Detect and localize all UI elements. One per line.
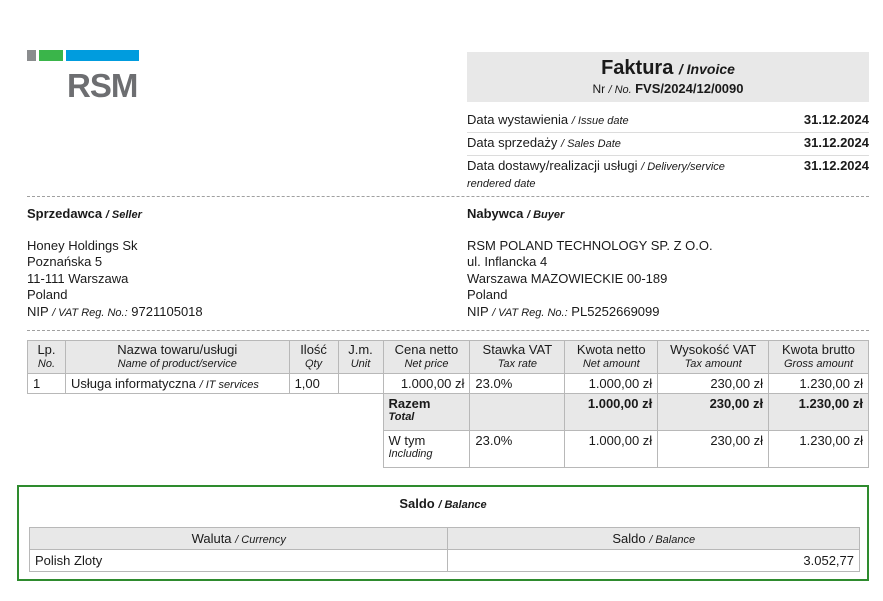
balance-col-currency xyxy=(30,528,448,550)
balance-header-row xyxy=(30,528,860,550)
item-tax-rate: 23.0% xyxy=(470,374,565,394)
col-gross-amount-pl: Kwota brutto xyxy=(782,342,856,357)
balance-amount: 3.052,77 xyxy=(448,550,860,572)
seller-nip-line xyxy=(27,304,417,322)
col-lp xyxy=(28,341,66,374)
item-unit xyxy=(338,374,383,394)
seller-nip-label-en: / VAT Reg. No.: xyxy=(52,306,128,319)
items-header-row xyxy=(28,341,869,374)
item-qty: 1,00 xyxy=(289,374,338,394)
total-gross-amount: 1.230,00 zł xyxy=(769,394,869,431)
buyer-city: Warszawa MAZOWIECKIE 00-189 xyxy=(467,270,668,286)
balance-col-currency-pl: Waluta xyxy=(191,531,232,546)
seller-title-en: / Seller xyxy=(105,209,142,221)
seller-block xyxy=(27,206,417,321)
invoice-title-pl: Faktura xyxy=(601,57,674,79)
seller-nip: 9721105018 xyxy=(131,303,203,319)
col-gross-amount xyxy=(769,341,869,374)
including-label-pl: W tym xyxy=(388,433,426,448)
buyer-title-pl: Nabywca xyxy=(467,206,524,221)
balance-section xyxy=(17,485,869,581)
col-lp-pl: Lp. xyxy=(37,342,56,357)
balance-col-balance-en: / Balance xyxy=(649,534,696,546)
issue-date-label-pl: Data wystawienia xyxy=(467,112,569,127)
balance-col-currency-en: / Currency xyxy=(235,534,286,546)
divider-middle xyxy=(27,330,869,331)
col-tax-rate-en: Tax rate xyxy=(497,358,538,370)
delivery-date-row xyxy=(467,156,869,195)
buyer-nip-line xyxy=(467,304,857,322)
issue-date-label-en: / Issue date xyxy=(571,115,629,127)
delivery-date-label-pl: Data dostawy/realizacji usługi xyxy=(467,158,638,173)
divider-top xyxy=(27,196,869,197)
col-lp-en: No. xyxy=(37,358,56,370)
col-name-en: Name of product/service xyxy=(117,358,237,370)
total-label xyxy=(383,394,470,431)
invoice-no-label-pl: Nr xyxy=(592,82,606,96)
buyer-country: Poland xyxy=(467,287,508,302)
item-row xyxy=(28,374,869,394)
col-gross-amount-en: Gross amount xyxy=(783,358,854,370)
col-tax-amount-en: Tax amount xyxy=(684,358,742,370)
including-tax-rate: 23.0% xyxy=(470,431,565,468)
items-table xyxy=(27,340,869,468)
sales-date-value: 31.12.2024 xyxy=(803,135,869,150)
invoice-header xyxy=(467,52,869,102)
buyer-name: RSM POLAND TECHNOLOGY SP. Z O.O. xyxy=(467,237,713,253)
sales-date-row xyxy=(467,133,869,156)
delivery-date-label-en: / Delivery/service rendered date xyxy=(467,161,725,190)
item-name xyxy=(65,374,289,394)
total-row-spacer xyxy=(28,394,384,431)
col-unit-pl: J.m. xyxy=(348,342,373,357)
total-row xyxy=(28,394,869,431)
seller-nip-label-pl: NIP xyxy=(27,303,49,319)
sales-date-label-pl: Data sprzedaży xyxy=(467,135,558,150)
seller-title xyxy=(27,206,417,224)
issue-date-row xyxy=(467,110,869,133)
col-qty-pl: Ilość xyxy=(300,342,327,357)
invoice-title-en: / Invoice xyxy=(678,61,735,77)
seller-city: 11-111 Warszawa xyxy=(27,270,129,286)
col-net-amount-en: Net amount xyxy=(582,358,640,370)
buyer-nip-label-en: / VAT Reg. No.: xyxy=(492,306,568,319)
including-gross-amount: 1.230,00 zł xyxy=(769,431,869,468)
including-label-en: Including xyxy=(388,448,433,460)
item-tax-amount: 230,00 zł xyxy=(658,374,769,394)
total-label-en: Total xyxy=(388,411,415,423)
buyer-nip: PL5252669099 xyxy=(571,303,660,319)
col-name-pl: Nazwa towaru/usługi xyxy=(117,342,238,357)
col-name xyxy=(65,341,289,374)
invoice-no-label-en: / No. xyxy=(608,84,632,96)
col-net-price-pl: Cena netto xyxy=(394,342,459,357)
col-net-amount xyxy=(565,341,658,374)
including-row xyxy=(28,431,869,468)
logo-blue-bar xyxy=(66,50,139,61)
col-net-amount-pl: Kwota netto xyxy=(576,342,646,357)
invoice-title xyxy=(467,57,869,80)
col-tax-rate xyxy=(470,341,565,374)
balance-title-pl: Saldo xyxy=(399,496,435,511)
balance-currency: Polish Zloty xyxy=(30,550,448,572)
sales-date-label-en: / Sales Date xyxy=(560,138,621,150)
issue-date-value: 31.12.2024 xyxy=(803,112,869,127)
invoice-number: FVS/2024/12/0090 xyxy=(635,81,744,96)
item-lp: 1 xyxy=(28,374,66,394)
delivery-date-value: 31.12.2024 xyxy=(803,158,869,173)
seller-country: Poland xyxy=(27,287,68,302)
including-label xyxy=(383,431,470,468)
including-row-spacer xyxy=(28,431,384,468)
logo-green-bar xyxy=(39,50,63,61)
item-net-price: 1.000,00 zł xyxy=(383,374,470,394)
logo-text: RSM xyxy=(67,67,138,104)
col-net-price-en: Net price xyxy=(404,358,449,370)
col-tax-amount xyxy=(658,341,769,374)
delivery-date-label xyxy=(467,158,767,192)
buyer-title-en: / Buyer xyxy=(527,209,565,221)
col-tax-rate-pl: Stawka VAT xyxy=(482,342,553,357)
balance-title xyxy=(19,496,867,511)
logo-grey-bar xyxy=(27,50,36,61)
col-tax-amount-pl: Wysokość VAT xyxy=(670,342,757,357)
invoice-dates xyxy=(467,110,869,195)
balance-row xyxy=(30,550,860,572)
including-tax-amount: 230,00 zł xyxy=(658,431,769,468)
balance-table xyxy=(29,527,860,572)
item-gross-amount: 1.230,00 zł xyxy=(769,374,869,394)
item-name-pl: Usługa informatyczna xyxy=(70,376,196,391)
balance-title-en: / Balance xyxy=(438,499,487,511)
item-name-en: / IT services xyxy=(199,379,259,391)
balance-col-balance xyxy=(448,528,860,550)
buyer-nip-label-pl: NIP xyxy=(467,303,489,319)
buyer-title xyxy=(467,206,857,224)
seller-title-pl: Sprzedawca xyxy=(27,206,103,221)
total-net-amount: 1.000,00 zł xyxy=(565,394,658,431)
total-tax-rate xyxy=(470,394,565,431)
seller-name: Honey Holdings Sk xyxy=(27,237,138,253)
buyer-block xyxy=(467,206,857,321)
total-label-pl: Razem xyxy=(388,396,431,411)
seller-street: Poznańska 5 xyxy=(27,254,103,269)
issue-date-label xyxy=(467,112,629,129)
invoice-number-line xyxy=(467,81,869,96)
including-net-amount: 1.000,00 zł xyxy=(565,431,658,468)
col-qty xyxy=(289,341,338,374)
rsm-logo xyxy=(27,50,139,102)
sales-date-label xyxy=(467,135,621,152)
total-tax-amount: 230,00 zł xyxy=(658,394,769,431)
buyer-street: ul. Inflancka 4 xyxy=(467,254,548,269)
col-unit xyxy=(338,341,383,374)
balance-col-balance-pl: Saldo xyxy=(612,531,646,546)
item-net-amount: 1.000,00 zł xyxy=(565,374,658,394)
col-qty-en: Qty xyxy=(304,358,323,370)
col-net-price xyxy=(383,341,470,374)
col-unit-en: Unit xyxy=(350,358,371,370)
